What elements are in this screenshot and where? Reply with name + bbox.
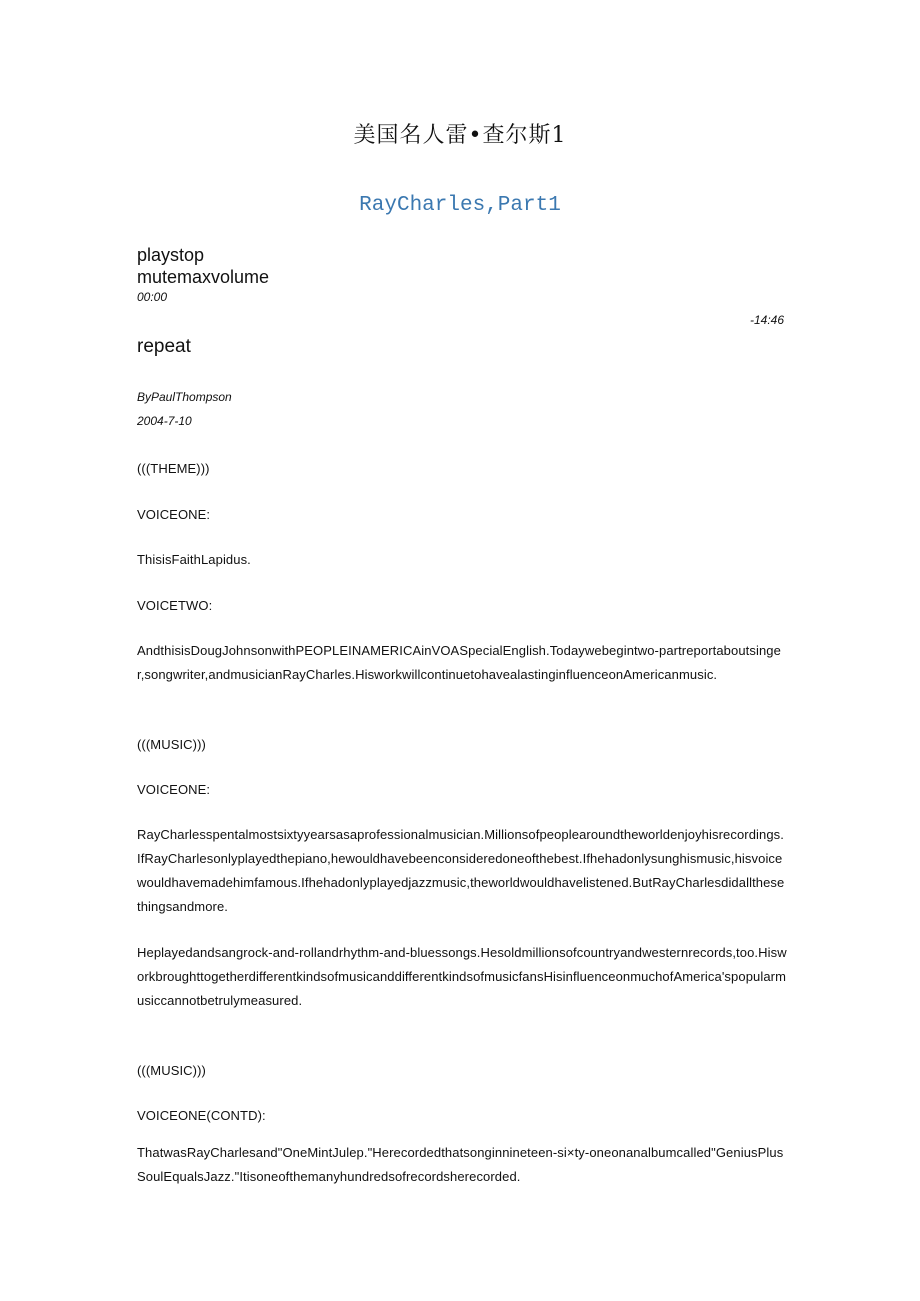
mute-max-volume-control[interactable]: mutemaxvolume	[137, 267, 270, 287]
paragraph: VOICEONE(CONTD):	[137, 1108, 266, 1123]
page-title-english: RayCharles,Part1	[359, 194, 561, 217]
paragraph: VOICETWO:	[137, 598, 213, 613]
elapsed-time: 00:00	[137, 290, 168, 304]
repeat-control[interactable]: repeat	[137, 336, 191, 357]
paragraph: (((MUSIC)))	[137, 737, 206, 752]
paragraph: (((MUSIC)))	[137, 1063, 206, 1078]
paragraph: AndthisisDougJohnsonwithPEOPLEINAMERICAinVOASpecialEnglish.Todaywebegintwo-partreportaboutsinger,songwriter,andmusicianRayCharles.HisworkwillcontinuetohavealastinginfluenceonAmericanmusic.	[137, 643, 781, 682]
play-stop-control[interactable]: playstop	[137, 245, 205, 265]
paragraph: ThatwasRayCharlesand"OneMintJulep."Herecordedthatsonginnineteen-si×ty-oneonanalbumcalled"GeniusPlusSoulEqualsJazz."Itisoneofthemanyhundredsofrecordsherecorded.	[137, 1145, 784, 1184]
remaining-time: -14:46	[749, 313, 784, 327]
paragraph: VOICEONE:	[137, 782, 211, 797]
byline: ByPaulThompson	[137, 390, 232, 404]
paragraph: RayCharlesspentalmostsixtyyearsasaprofessionalmusician.Millionsofpeoplearoundtheworldenjoyhisrecordings.IfRayCharlesonlyplayedthepiano,hewouldhavebeenconsideredoneofthebest.Ifhehadonlysunghismusic,hisvoicewouldhavemadehimfamous.Ifhehadonlyplayedjazzmusic,theworldwouldhavelistened.ButRayCharlesdidallthesethingsandmore.	[137, 827, 785, 914]
paragraph: ThisisFaithLapidus.	[137, 552, 251, 567]
page-title-chinese: 美国名人雷•查尔斯1	[353, 123, 567, 148]
paragraph: Heplayedandsangrock-and-rollandrhythm-and-bluessongs.Hesoldmillionsofcountryandwesternrecords,too.HisworkbroughttogetherdifferentkindsofmusicanddifferentkindsofmusicfansHisinfluenceonmuchofAmerica'spopularmusiccannotbetrulymeasured.	[137, 945, 787, 1008]
publish-date: 2004-7-10	[137, 414, 192, 428]
paragraph: VOICEONE:	[137, 507, 211, 522]
paragraph: (((THEME)))	[137, 461, 210, 476]
